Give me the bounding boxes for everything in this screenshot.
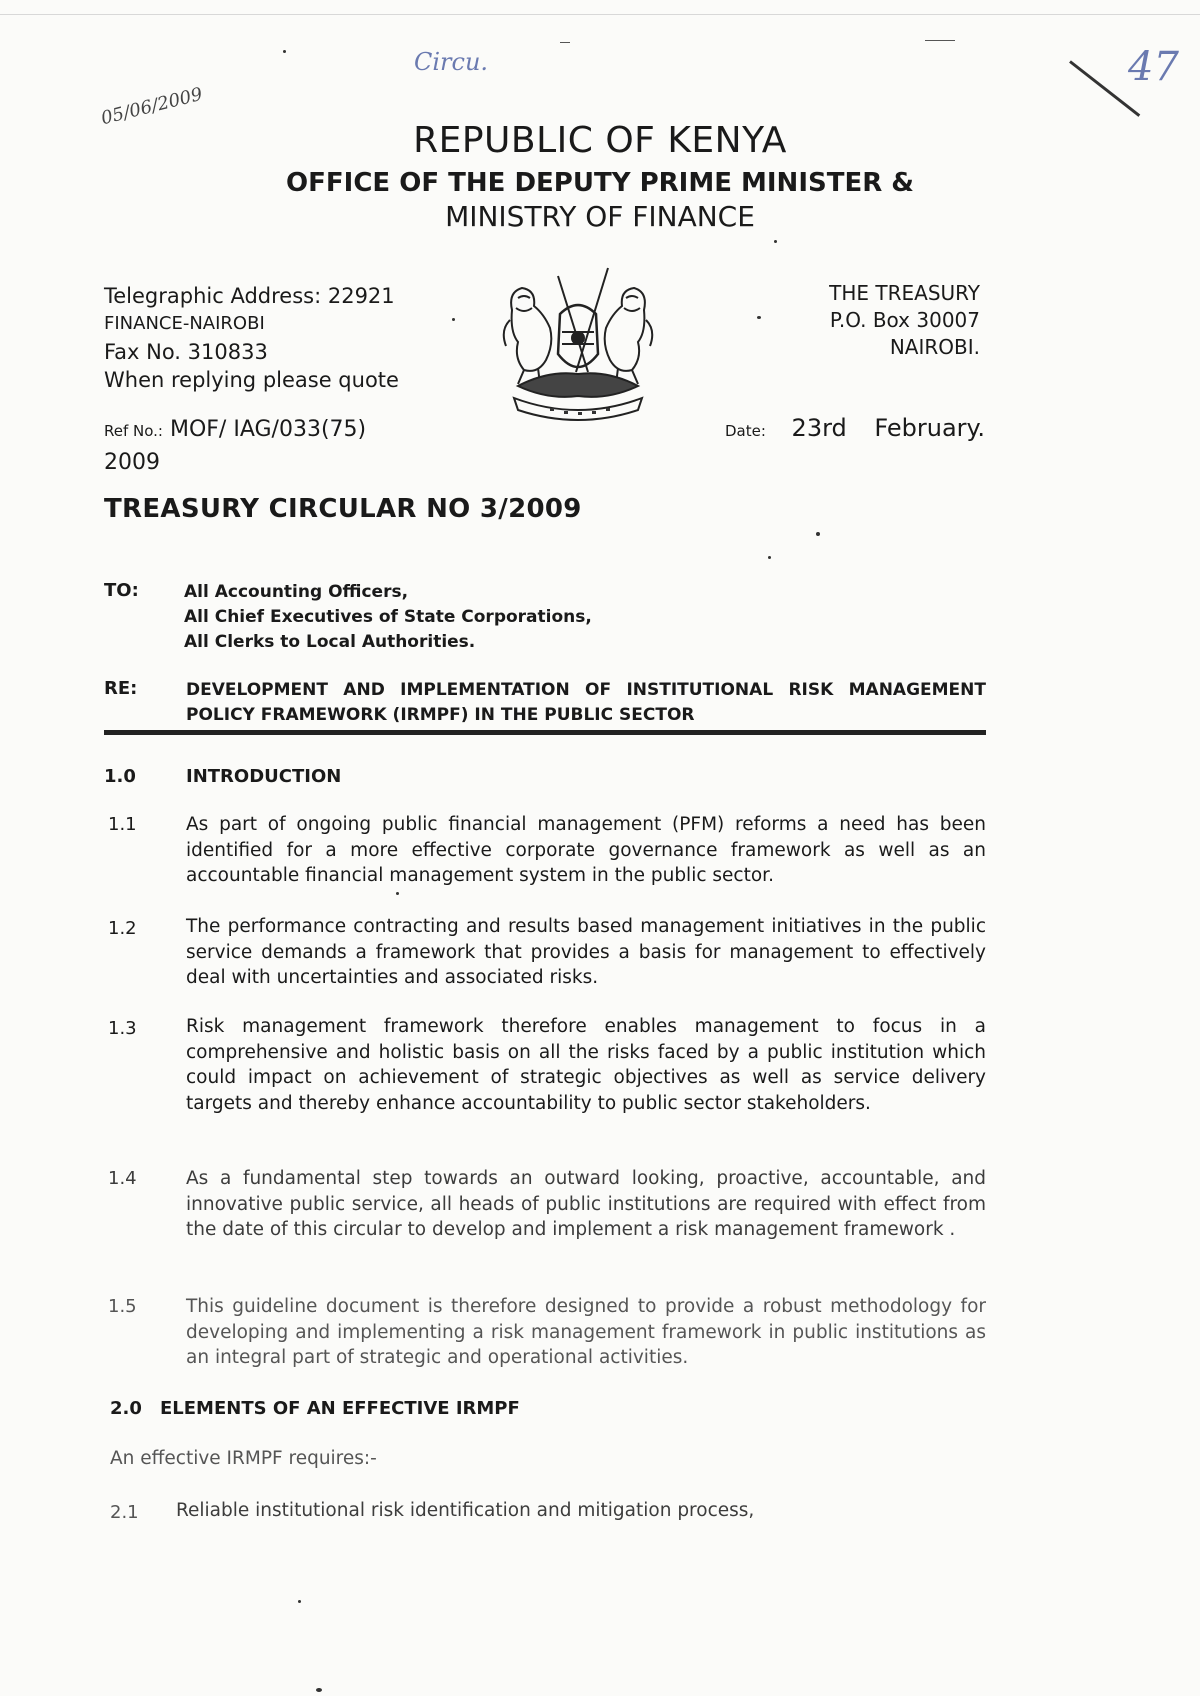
recipients-list <box>184 580 592 655</box>
scan-speck <box>452 318 455 321</box>
paragraph-number: 1.3 <box>108 1018 137 1039</box>
scan-edge-line <box>0 14 1200 15</box>
scan-speck <box>560 42 570 43</box>
date-label: Date: <box>725 422 766 440</box>
recipient-item: All Clerks to Local Authorities. <box>184 632 476 652</box>
recipient-item: All Chief Executives of State Corporations, <box>184 607 592 627</box>
scan-speck <box>298 1600 301 1603</box>
scan-speck <box>283 50 286 53</box>
address-line: FINANCE-NAIROBI <box>104 313 265 334</box>
subject-text: DEVELOPMENT AND IMPLEMENTATION OF INSTITUTIONAL RISK MANAGEMENT POLICY FRAMEWORK (IRMPF) IN THE PUBLIC SECTOR <box>186 680 986 725</box>
paragraph-number: 1.4 <box>108 1168 137 1189</box>
recipients-label: TO: <box>104 580 139 601</box>
paragraph-text: Reliable institutional risk identification and mitigation process, <box>176 1500 755 1521</box>
address-line: When replying please quote <box>104 368 399 392</box>
paragraph-text: This guideline document is therefore designed to provide a robust methodology for developing and implementing a risk management framework in public institutions as an integral part of strategic and operational activities. <box>186 1296 986 1368</box>
letterhead-ministry: MINISTRY OF FINANCE <box>445 200 755 233</box>
reference-value: MOF/ IAG/033(75) <box>169 417 367 442</box>
address-line: Fax No. 310833 <box>104 340 268 364</box>
section-number: 2.0 <box>110 1398 142 1419</box>
recipient-item: All Accounting Officers, <box>184 582 409 602</box>
treasury-line: P.O. Box 30007 <box>829 308 980 332</box>
section-intro: An effective IRMPF requires:- <box>110 1448 377 1469</box>
paragraph-text: As a fundamental step towards an outward looking, proactive, accountable, and innovative public service, all heads of public institutions are required with effect from the date of this circular to develop and implement a risk management framework . <box>186 1168 986 1240</box>
treasury-line: NAIROBI. <box>889 335 980 359</box>
paragraph-number: 1.5 <box>108 1296 137 1317</box>
letterhead-office: OFFICE OF THE DEPUTY PRIME MINISTER & <box>286 168 914 198</box>
reference-year: 2009 <box>104 450 160 475</box>
handwritten-note: Circu. <box>414 48 489 76</box>
date-block <box>725 414 985 442</box>
paragraph-text: Risk management framework therefore enables management to focus in a comprehensive and holistic basis on all the risks faced by a public institution which could impact on achievement of strategic objectives as well as service delivery targets and thereby enhance accountability to public sector stakeholders. <box>186 1016 986 1114</box>
coat-of-arms-emblem <box>488 262 668 422</box>
section-number: 1.0 <box>104 766 136 787</box>
paragraph-text: As part of ongoing public financial management (PFM) reforms a need has been identified for a more effective corporate governance framework as well as an accountable financial management system in the public sector. <box>186 814 986 886</box>
subject-underline <box>104 730 986 735</box>
scan-speck <box>774 240 777 243</box>
scan-speck <box>816 532 820 536</box>
circular-title: TREASURY CIRCULAR NO 3/2009 <box>104 494 582 524</box>
scan-speck <box>316 1688 322 1692</box>
date-day: 23rd <box>791 414 847 442</box>
handwritten-page-number: 47 <box>1128 44 1179 90</box>
reference-label: Ref No.: <box>104 422 163 440</box>
treasury-line: THE TREASURY <box>829 281 980 305</box>
paragraph-number: 1.2 <box>108 918 137 939</box>
paragraph-number: 1.1 <box>108 814 137 835</box>
telegraphic-address-block <box>104 282 399 394</box>
reference-block <box>104 414 366 479</box>
date-month: February. <box>874 414 985 442</box>
section-title: INTRODUCTION <box>186 766 342 787</box>
paragraph-number: 2.1 <box>110 1502 139 1523</box>
scan-speck <box>396 892 399 895</box>
address-line: Telegraphic Address: 22921 <box>104 284 395 308</box>
scan-speck <box>925 40 955 41</box>
treasury-address-block <box>790 280 980 361</box>
letterhead-republic: REPUBLIC OF KENYA <box>413 120 787 161</box>
scan-speck <box>768 556 771 559</box>
subject-label: RE: <box>104 678 138 699</box>
scan-speck <box>757 316 761 319</box>
paragraph-text: The performance contracting and results based management initiatives in the public service demands a framework that provides a basis for management to effectively deal with uncertainties and associated risks. <box>186 916 986 988</box>
section-title: ELEMENTS OF AN EFFECTIVE IRMPF <box>160 1398 520 1419</box>
handwritten-date: 05/06/2009 <box>99 83 205 130</box>
